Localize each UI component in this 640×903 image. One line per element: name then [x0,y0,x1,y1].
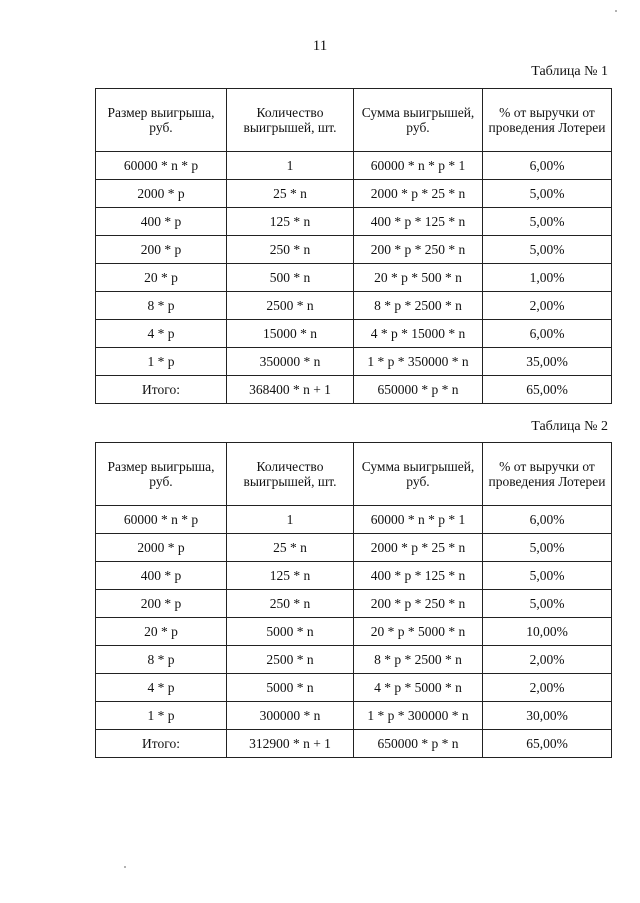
cell-prize-count: 25 * n [227,534,354,562]
table-row [96,506,612,534]
cell-prize-count: 15000 * n [227,320,354,348]
table-row [96,702,612,730]
cell-prize-size: 8 * p [96,646,227,674]
cell-prize-size: 200 * p [96,236,227,264]
cell-total-label: Итого: [96,730,227,758]
cell-revenue-percent: 35,00% [483,348,612,376]
table-2-caption: Таблица № 2 [531,419,608,434]
table-row [96,618,612,646]
cell-revenue-percent: 10,00% [483,618,612,646]
cell-prize-size: 60000 * n * p [96,506,227,534]
cell-revenue-percent: 30,00% [483,702,612,730]
cell-revenue-percent: 6,00% [483,320,612,348]
table-header-row [96,443,612,506]
cell-prize-sum: 1 * p * 350000 * n [354,348,483,376]
cell-prize-sum: 20 * p * 5000 * n [354,618,483,646]
cell-prize-count: 250 * n [227,590,354,618]
cell-total-percent: 65,00% [483,376,612,404]
table-row [96,264,612,292]
cell-total-sum: 650000 * p * n [354,730,483,758]
table-row [96,180,612,208]
table-total-row [96,376,612,404]
cell-prize-size: 20 * p [96,618,227,646]
cell-prize-sum: 60000 * n * p * 1 [354,152,483,180]
cell-total-count: 312900 * n + 1 [227,730,354,758]
cell-revenue-percent: 2,00% [483,674,612,702]
table-row [96,562,612,590]
cell-prize-size: 400 * p [96,208,227,236]
cell-total-label: Итого: [96,376,227,404]
cell-prize-count: 5000 * n [227,618,354,646]
cell-prize-count: 250 * n [227,236,354,264]
header-prize-size: Размер выигрыша, руб. [96,443,227,506]
scan-speck [124,866,126,868]
header-prize-size: Размер выигрыша, руб. [96,89,227,152]
cell-prize-sum: 200 * p * 250 * n [354,590,483,618]
header-revenue-percent: % от выручки от проведения Лотереи [483,89,612,152]
cell-prize-sum: 4 * p * 5000 * n [354,674,483,702]
cell-prize-size: 2000 * p [96,534,227,562]
cell-revenue-percent: 2,00% [483,646,612,674]
cell-total-percent: 65,00% [483,730,612,758]
cell-prize-size: 200 * p [96,590,227,618]
cell-prize-size: 4 * p [96,674,227,702]
header-prize-count: Количество выигрышей, шт. [227,443,354,506]
cell-prize-sum: 1 * p * 300000 * n [354,702,483,730]
cell-prize-size: 4 * p [96,320,227,348]
cell-prize-count: 2500 * n [227,646,354,674]
table-1-caption: Таблица № 1 [531,64,608,79]
header-prize-sum: Сумма выигрышей, руб. [354,443,483,506]
cell-prize-size: 60000 * n * p [96,152,227,180]
page-number: 11 [312,38,328,54]
cell-prize-size: 1 * p [96,702,227,730]
table-row [96,348,612,376]
cell-prize-count: 500 * n [227,264,354,292]
table-row [96,534,612,562]
table-row [96,208,612,236]
cell-prize-count: 125 * n [227,562,354,590]
table-row [96,292,612,320]
header-revenue-percent: % от выручки от проведения Лотереи [483,443,612,506]
cell-revenue-percent: 5,00% [483,562,612,590]
prize-table-2 [95,442,612,758]
cell-prize-sum: 4 * p * 15000 * n [354,320,483,348]
cell-total-count: 368400 * n + 1 [227,376,354,404]
prize-table-1 [95,88,612,404]
cell-revenue-percent: 6,00% [483,506,612,534]
cell-revenue-percent: 5,00% [483,180,612,208]
cell-prize-count: 300000 * n [227,702,354,730]
cell-revenue-percent: 5,00% [483,236,612,264]
cell-prize-count: 2500 * n [227,292,354,320]
cell-revenue-percent: 5,00% [483,534,612,562]
table-row [96,236,612,264]
table-row [96,646,612,674]
table-row [96,674,612,702]
cell-prize-sum: 2000 * p * 25 * n [354,180,483,208]
cell-revenue-percent: 5,00% [483,590,612,618]
cell-prize-size: 400 * p [96,562,227,590]
cell-prize-sum: 400 * p * 125 * n [354,208,483,236]
cell-prize-sum: 2000 * p * 25 * n [354,534,483,562]
cell-prize-count: 1 [227,152,354,180]
header-prize-sum: Сумма выигрышей, руб. [354,89,483,152]
cell-prize-sum: 400 * p * 125 * n [354,562,483,590]
cell-revenue-percent: 5,00% [483,208,612,236]
cell-prize-sum: 8 * p * 2500 * n [354,292,483,320]
scan-speck [615,10,617,12]
table-header-row [96,89,612,152]
cell-revenue-percent: 2,00% [483,292,612,320]
cell-prize-sum: 200 * p * 250 * n [354,236,483,264]
cell-prize-sum: 20 * p * 500 * n [354,264,483,292]
cell-revenue-percent: 6,00% [483,152,612,180]
cell-prize-count: 5000 * n [227,674,354,702]
cell-prize-count: 25 * n [227,180,354,208]
header-prize-count: Количество выигрышей, шт. [227,89,354,152]
cell-prize-sum: 8 * p * 2500 * n [354,646,483,674]
cell-prize-sum: 60000 * n * p * 1 [354,506,483,534]
table-total-row [96,730,612,758]
cell-prize-count: 125 * n [227,208,354,236]
table-row [96,152,612,180]
cell-prize-count: 350000 * n [227,348,354,376]
cell-prize-size: 1 * p [96,348,227,376]
table-row [96,320,612,348]
cell-prize-size: 20 * p [96,264,227,292]
cell-prize-size: 2000 * p [96,180,227,208]
cell-revenue-percent: 1,00% [483,264,612,292]
cell-prize-size: 8 * p [96,292,227,320]
cell-total-sum: 650000 * p * n [354,376,483,404]
table-row [96,590,612,618]
cell-prize-count: 1 [227,506,354,534]
